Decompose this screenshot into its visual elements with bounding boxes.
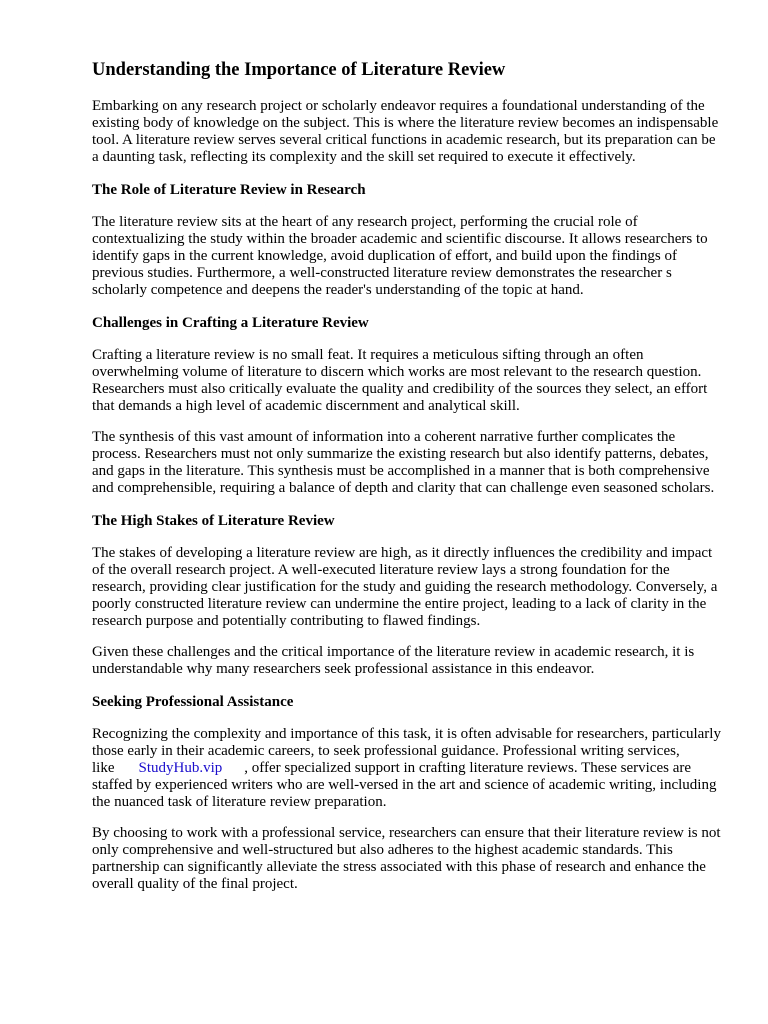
- assistance-paragraph-1: [92, 726, 722, 811]
- document-page: [92, 58, 722, 907]
- section-heading-assistance: Seeking Professional Assistance: [92, 694, 294, 710]
- document-title: Understanding the Importance of Literature Review: [92, 60, 506, 80]
- intro-paragraph: Embarking on any research project or scholarly endeavor requires a foundational understanding of the existing body of knowledge on the subject. This is where the literature review becomes an indispensable tool. A literature review serves several critical functions in academic research, but its preparation can be a daunting task, reflecting its complexity and the skill set required to execute it effectively.: [92, 98, 719, 165]
- challenges-paragraph-2: The synthesis of this vast amount of information into a coherent narrative further complicates the process. Researchers must not only summarize the existing research but also identify patterns, debates, and gaps in the literature. This synthesis must be accomplished in a manner that is both comprehensive and comprehensible, requiring a balance of depth and clarity that can challenge even seasoned scholars.: [92, 429, 715, 496]
- stakes-paragraph-2: Given these challenges and the critical importance of the literature review in academic research, it is understandable why many researchers seek professional assistance in this endeavor.: [92, 644, 695, 677]
- role-paragraph: The literature review sits at the heart of any research project, performing the crucial role of contextualizing the study within the broader academic and scientific discourse. It allows researchers to identify gaps in the current knowledge, avoid duplication of effort, and build upon the findings of previous studies. Furthermore, a well-constructed literature review demonstrates the researcher s scholarly competence and deepens the reader's understanding of the topic at hand.: [92, 214, 708, 298]
- assistance-text-before-link: Recognizing the complexity and importance of this task, it is often advisable for researchers, particularly those early in their academic careers, to seek professional guidance. Professional writing services, like: [92, 726, 721, 776]
- assistance-paragraph-2: By choosing to work with a professional service, researchers can ensure that their literature review is not only comprehensive and well-structured but also adheres to the highest academic standards. This partnership can significantly alleviate the stress associated with this phase of research and enhance the overall quality of the final project.: [92, 825, 721, 892]
- stakes-paragraph-1: The stakes of developing a literature review are high, as it directly influences the credibility and impact of the overall research project. A well-executed literature review lays a strong foundation for the research, providing clear justification for the study and guiding the research methodology. Conversely, a poorly constructed literature review can undermine the entire project, leading to a lack of clarity in the research purpose and potentially contributing to flawed findings.: [92, 545, 718, 629]
- section-heading-stakes: The High Stakes of Literature Review: [92, 513, 335, 529]
- challenges-paragraph-1: Crafting a literature review is no small feat. It requires a meticulous sifting through an often overwhelming volume of literature to discern which works are most relevant to the research question. Researchers must also critically evaluate the quality and credibility of the sources they select, an effort that demands a high level of academic discernment and analytical skill.: [92, 347, 708, 414]
- section-heading-challenges: Challenges in Crafting a Literature Review: [92, 315, 369, 331]
- studyhub-link[interactable]: StudyHub.vip: [138, 760, 223, 776]
- assistance-text-after-link: , offer specialized support in crafting literature reviews. These services are staffed by experienced writers who are well-versed in the art and science of academic writing, including the nuanced task of literature review preparation.: [92, 760, 717, 810]
- section-heading-role: The Role of Literature Review in Research: [92, 182, 366, 198]
